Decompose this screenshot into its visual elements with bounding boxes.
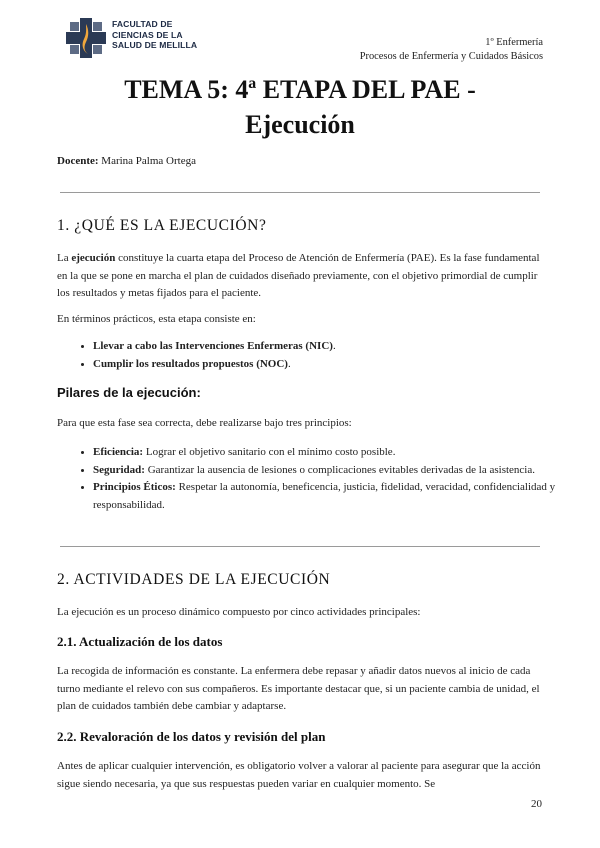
list-item: • Principios Éticos: Respetar la autonomía, beneficencia, justicia, fidelidad, veracidad, confidencialidad y responsabilidad.	[93, 479, 563, 514]
list-item: • Cumplir los resultados propuestos (NOC).	[93, 356, 563, 374]
bullet-list	[57, 444, 563, 514]
subsection-heading: 2.2. Revaloración de los datos y revisión del plan	[57, 729, 326, 744]
bold-term: ejecución	[71, 252, 116, 264]
paragraph: En términos prácticos, esta etapa consiste en:	[57, 313, 256, 325]
paragraph: La ejecución es un proceso dinámico compuesto por cinco actividades principales:	[57, 606, 421, 618]
cross-logo-icon	[66, 18, 106, 58]
title-line: TEMA 5: 4ª ETAPA DEL PAE -	[124, 75, 476, 104]
list-item: • Seguridad: Garantizar la ausencia de lesiones o complicaciones evitables derivadas de la asistencia.	[93, 462, 563, 480]
divider	[60, 192, 540, 193]
title-line: Ejecución	[245, 110, 355, 139]
divider	[60, 546, 540, 547]
bullet-list	[57, 338, 563, 373]
logo-text	[112, 19, 197, 51]
faculty-logo	[66, 18, 197, 58]
docente-label: Docente:	[57, 155, 99, 167]
subject-label: Procesos de Enfermería y Cuidados Básicos	[359, 51, 543, 62]
section-heading: 2. ACTIVIDADES DE LA EJECUCIÓN	[57, 571, 331, 588]
page-title	[0, 72, 600, 142]
paragraph: La ejecución constituye la cuarta etapa del Proceso de Atención de Enfermería (PAE). Es la fase fundamental en la que se pone en marcha el plan de cuidados diseñado previamente, con el objetivo primordial de cumplir los resultados y metas fijados para el paciente.	[57, 252, 540, 299]
subsection-heading: Pilares de la ejecución:	[57, 385, 201, 400]
list-item: • Llevar a cabo las Intervenciones Enfermeras (NIC).	[93, 338, 563, 356]
paragraph: Para que esta fase sea correcta, debe realizarse bajo tres principios:	[57, 417, 352, 429]
logo-line: FACULTAD DE	[112, 19, 173, 29]
paragraph: La recogida de información es constante. La enfermera debe repasar y añadir datos nuevos al inicio de cada turno mediante el relevo con sus compañeros. Es importante destacar que, si un paciente cambia de unidad, el plan de cuidados también debe cambiar y adaptarse.	[57, 665, 540, 712]
page-number: 20	[531, 798, 542, 810]
logo-line: CIENCIAS DE LA	[112, 29, 183, 40]
section-heading: 1. ¿QUÉ ES LA EJECUCIÓN?	[57, 217, 267, 234]
subsection-heading: 2.1. Actualización de los datos	[57, 634, 223, 649]
course-label: 1º Enfermería	[485, 37, 543, 48]
list-item: • Eficiencia: Lograr el objetivo sanitario con el mínimo costo posible.	[93, 444, 563, 462]
paragraph: Antes de aplicar cualquier intervención, es obligatorio volver a valorar al paciente para asegurar que la acción sigue siendo necesaria, ya que sus respuestas pueden variar en cualquier momento. Se	[57, 760, 541, 790]
logo-line: SALUD DE MELILLA	[112, 40, 198, 51]
docente-line	[57, 155, 196, 167]
header-course-info	[360, 36, 543, 64]
docente-name: Marina Palma Ortega	[101, 155, 196, 167]
